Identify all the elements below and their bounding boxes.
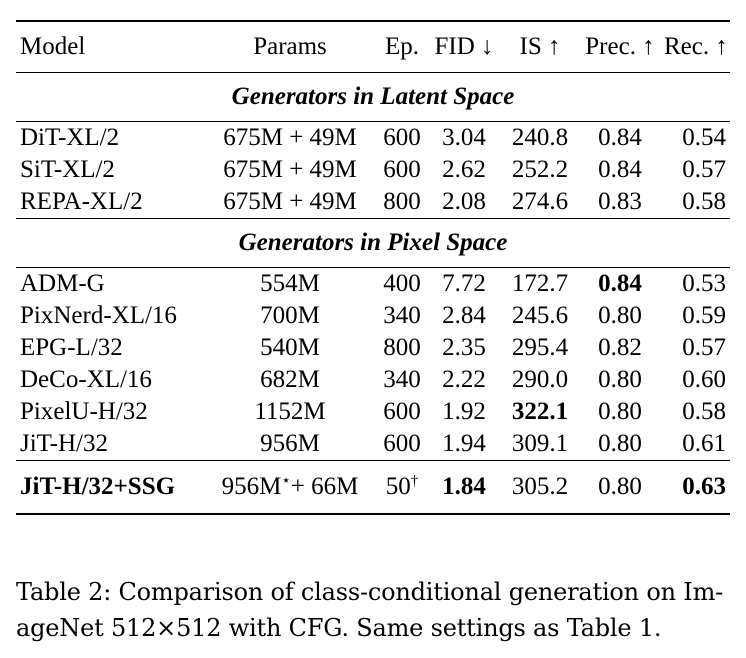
group-latent-space xyxy=(16,73,730,219)
table-row-ours xyxy=(16,461,730,515)
cell-epochs: 400 xyxy=(376,268,428,301)
cell-fid: 1.92 xyxy=(442,398,486,425)
cell-params: 1152M xyxy=(254,398,326,425)
cell-epochs-ours xyxy=(376,461,428,515)
cell-epochs: 800 xyxy=(383,188,421,215)
table-row xyxy=(16,122,730,155)
cell-precision: 0.80 xyxy=(598,398,642,425)
header-epochs: Ep. xyxy=(376,21,428,73)
group-header-row xyxy=(16,219,730,268)
header-params: Params xyxy=(204,21,376,73)
group-title-latent: Generators in Latent Space xyxy=(231,83,515,110)
cell-params: 554M xyxy=(204,268,376,301)
caption-line-1: Table 2: Comparison of class-conditional generation on Im- xyxy=(16,578,724,606)
cell-precision-ours: 0.80 xyxy=(580,461,660,515)
cell-precision: 0.84 xyxy=(580,122,660,155)
table-header-row xyxy=(16,21,730,73)
cell-model: ADM-G xyxy=(16,268,204,301)
table-row xyxy=(16,364,730,396)
caption-line-2: ageNet 512×512 with CFG. Same settings as Table 1. xyxy=(16,614,662,642)
cell-params: 540M xyxy=(260,334,320,361)
cell-model: PixNerd-XL/16 xyxy=(20,302,177,329)
cell-epochs: 340 xyxy=(383,366,421,393)
results-table-container xyxy=(16,20,730,515)
table-row xyxy=(16,428,730,461)
cell-epochs: 600 xyxy=(383,398,421,425)
table-row xyxy=(16,268,730,301)
cell-recall: 0.58 xyxy=(682,188,726,215)
table-caption xyxy=(16,574,730,646)
cell-recall: 0.54 xyxy=(660,122,730,155)
cell-fid-ours-best: 1.84 xyxy=(428,461,500,515)
cell-params: 956M xyxy=(260,430,320,457)
cell-precision-best: 0.84 xyxy=(580,268,660,301)
cell-recall: 0.61 xyxy=(682,430,726,457)
cell-fid: 2.22 xyxy=(442,366,486,393)
cell-fid: 2.35 xyxy=(442,334,486,361)
table-row xyxy=(16,300,730,332)
cell-params: 700M xyxy=(260,302,320,329)
header-precision: Prec. ↑ xyxy=(580,21,660,73)
cell-precision: 0.80 xyxy=(598,302,642,329)
star-mark: ⋆ xyxy=(281,473,291,489)
cell-is: 274.6 xyxy=(511,188,569,215)
header-recall: Rec. ↑ xyxy=(660,21,730,73)
cell-model: REPA-XL/2 xyxy=(20,188,143,215)
cell-precision: 0.83 xyxy=(598,188,642,215)
cell-fid: 2.08 xyxy=(442,188,486,215)
epochs-main: 50 xyxy=(385,473,411,500)
cell-fid: 7.72 xyxy=(428,268,500,301)
header-fid: FID ↓ xyxy=(428,21,500,73)
group-pixel-space xyxy=(16,219,730,461)
cell-recall: 0.57 xyxy=(682,156,726,183)
params-main: 956M xyxy=(221,473,282,500)
table-row xyxy=(16,396,730,428)
cell-model: JiT-H/32 xyxy=(20,430,108,457)
table-row xyxy=(16,186,730,219)
cell-is: 240.8 xyxy=(500,122,580,155)
cell-recall: 0.57 xyxy=(682,334,726,361)
cell-params: 675M + 49M xyxy=(223,156,357,183)
cell-precision: 0.84 xyxy=(598,156,642,183)
cell-fid: 2.84 xyxy=(442,302,486,329)
cell-is: 290.0 xyxy=(511,366,569,393)
cell-is: 252.2 xyxy=(511,156,569,183)
cell-model: PixelU-H/32 xyxy=(20,398,148,425)
cell-model: DiT-XL/2 xyxy=(16,122,204,155)
header-model: Model xyxy=(16,21,204,73)
cell-fid: 2.62 xyxy=(442,156,486,183)
table-row xyxy=(16,332,730,364)
cell-recall: 0.53 xyxy=(660,268,730,301)
cell-precision: 0.82 xyxy=(598,334,642,361)
cell-model-ours: JiT-H/32+SSG xyxy=(16,461,204,515)
cell-is: 245.6 xyxy=(511,302,569,329)
cell-epochs: 600 xyxy=(383,430,421,457)
group-title-pixel: Generators in Pixel Space xyxy=(16,219,730,268)
cell-epochs: 600 xyxy=(383,156,421,183)
cell-fid: 1.94 xyxy=(442,430,486,457)
group-header-row xyxy=(16,73,730,122)
params-rest: + 66M xyxy=(290,473,359,500)
results-table xyxy=(16,20,730,515)
cell-epochs: 800 xyxy=(383,334,421,361)
cell-fid: 3.04 xyxy=(428,122,500,155)
cell-is-ours: 305.2 xyxy=(500,461,580,515)
cell-params: 682M xyxy=(260,366,320,393)
header-is: IS ↑ xyxy=(500,21,580,73)
cell-params-ours xyxy=(204,461,376,515)
cell-params: 675M + 49M xyxy=(204,122,376,155)
cell-model: EPG-L/32 xyxy=(20,334,123,361)
cell-recall: 0.60 xyxy=(682,366,726,393)
cell-params: 675M + 49M xyxy=(223,188,357,215)
cell-is: 172.7 xyxy=(500,268,580,301)
cell-epochs: 600 xyxy=(376,122,428,155)
cell-recall: 0.59 xyxy=(682,302,726,329)
cell-epochs: 340 xyxy=(383,302,421,329)
cell-recall: 0.58 xyxy=(682,398,726,425)
cell-is: 295.4 xyxy=(511,334,569,361)
cell-model: SiT-XL/2 xyxy=(20,156,115,183)
cell-precision: 0.80 xyxy=(598,430,642,457)
cell-recall-ours-best: 0.63 xyxy=(660,461,730,515)
cell-is: 309.1 xyxy=(511,430,569,457)
cell-precision: 0.80 xyxy=(598,366,642,393)
cell-is-best: 322.1 xyxy=(511,398,569,425)
cell-model: DeCo-XL/16 xyxy=(20,366,152,393)
group-ours xyxy=(16,461,730,515)
dagger-mark: † xyxy=(410,473,419,489)
table-row xyxy=(16,154,730,186)
